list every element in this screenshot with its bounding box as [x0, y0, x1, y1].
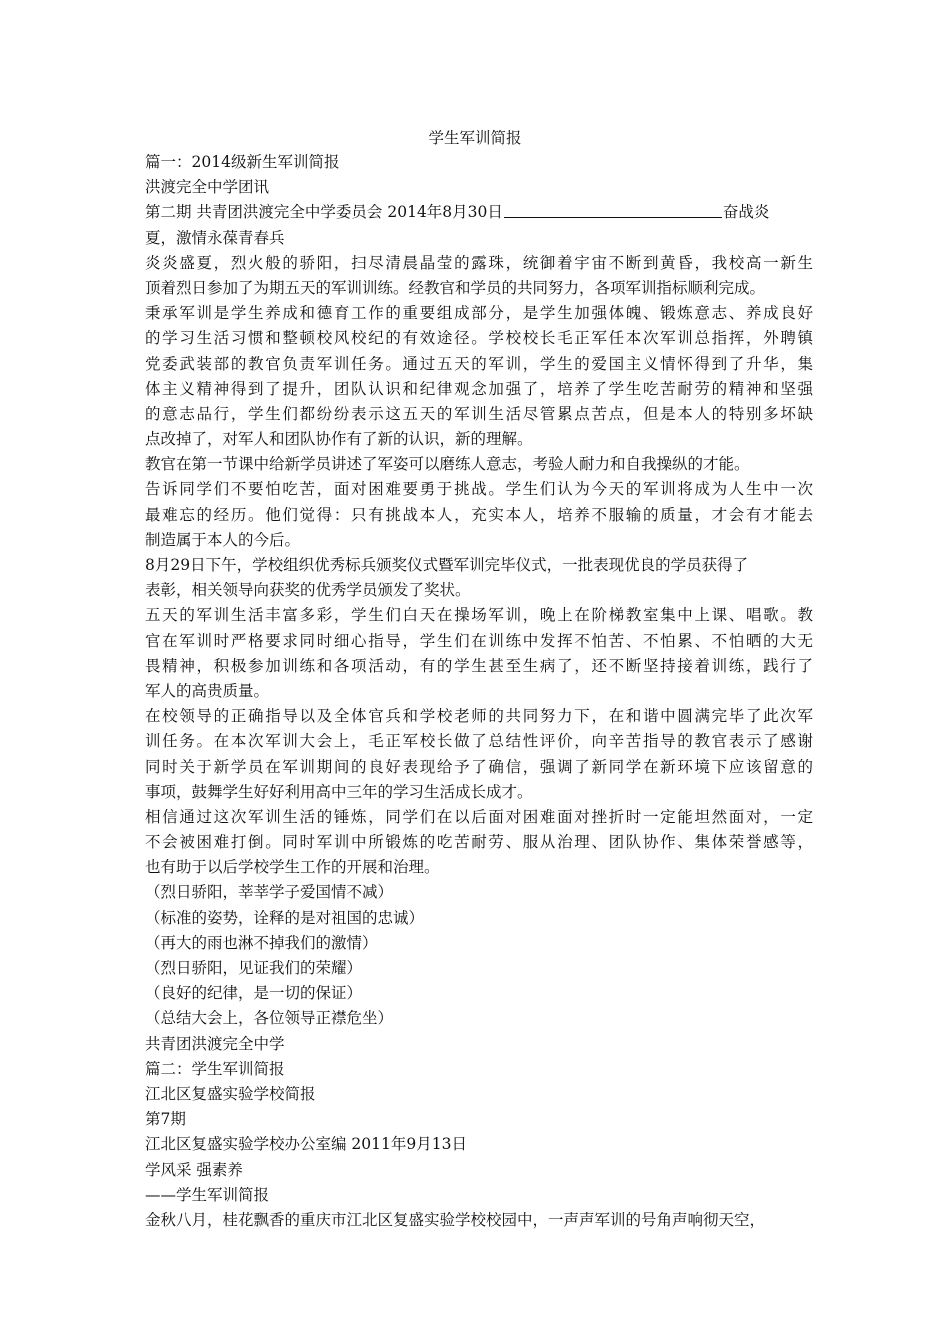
text-line: ——学生军训简报 [145, 1185, 270, 1204]
text-line: 江北区复盛实验学校办公室编 2011年9月13日 [145, 1135, 467, 1154]
text-line: 在校领导的正确指导以及全体官兵和学校老师的共同努力下，在和谐中圆满完毕了此次军 [145, 707, 813, 726]
text-line: 点改掉了，对军人和团队协作有了新的认识，新的理解。 [145, 430, 533, 449]
text-line-with-blank [145, 200, 813, 225]
text-line: 畏精神，积极参加训练和各项活动，有的学生甚至生病了，还不断坚持接着训练，践行了 [145, 656, 813, 675]
text-line: 同时关于新学员在军训期间的良好表现给予了确信，强调了新同学在新环境下应该留意的 [145, 757, 813, 776]
text-line-tail: 奋战炎 [722, 203, 770, 222]
text-line: 军人的高贵质量。 [145, 681, 270, 700]
text-line: 炎炎盛夏，烈火般的骄阳，扫尽清晨晶莹的露珠，统御着宇宙不断到黄昏，我校高一新生 [145, 253, 813, 272]
text-line: 第7期 [145, 1110, 186, 1129]
caption-line: （烈日骄阳，见证我们的荣耀） [145, 959, 363, 977]
text-line-head: 第二期 共青团洪渡完全中学委员会 2014年8月30日 [145, 203, 503, 222]
text-line: 的意志品行，学生们都纷纷表示这五天的军训生活尽管累点苦点，但是本人的特别多坏缺 [145, 404, 813, 423]
text-line: 最难忘的经历。他们觉得：只有挑战本人，充实本人，培养不服输的质量，才会有才能去 [145, 505, 813, 524]
underline-blank [504, 202, 722, 218]
text-line: 也有助于以后学校学生工作的开展和治理。 [145, 858, 440, 877]
text-line: 体主义精神得到了提升，团队认识和纪律观念加强了，培养了学生吃苦耐劳的精神和坚强 [145, 379, 813, 398]
text-line: 洪渡完全中学团讯 [145, 178, 270, 197]
text-line: 官在军训时严格要求同时细心指导，学生们在训练中发挥不怕苦、不怕累、不怕晒的大无 [145, 631, 813, 650]
text-line: 8月29日下午，学校组织优秀标兵颁奖仪式暨军训完毕仪式，一批表现优良的学员获得了 [145, 556, 749, 574]
caption-line: （再大的雨也淋不掉我们的激情） [145, 933, 378, 952]
text-line: 夏，激情永葆青春兵 [145, 228, 285, 247]
text-line: 金秋八月，桂花飘香的重庆市江北区复盛实验学校校园中，一声声军训的号角声响彻天空， [145, 1210, 766, 1229]
text-line: 篇一：2014级新生军训简报 [145, 153, 340, 171]
text-line: 不会被困难打倒。同时军训中所锻炼的吃苦耐劳、服从治理、团队协作、集体荣誉感等， [145, 833, 813, 852]
text-line: 秉承军训是学生养成和德育工作的重要组成部分，是学生加强体魄、锻炼意志、养成良好 [145, 304, 813, 323]
text-line: 相信通过这次军训生活的锤炼，同学们在以后面对困难面对挫折时一定能坦然面对，一定 [145, 807, 813, 826]
document-body [145, 150, 813, 1233]
text-line: 表彰，相关领导向获奖的优秀学员颁发了奖状。 [145, 581, 471, 600]
text-line: 五天的军训生活丰富多彩，学生们白天在操场军训，晚上在阶梯教室集中上课、唱歌。教 [145, 606, 813, 625]
text-line: 共青团洪渡完全中学 [145, 1034, 285, 1053]
caption-line: （总结大会上，各位领导正襟危坐） [145, 1009, 394, 1028]
text-line: 事项，鼓舞学生好好利用高中三年的学习生活成长成才。 [145, 782, 533, 801]
text-line: 制造属于本人的今后。 [145, 530, 301, 549]
section-heading: 篇二：学生军训简报 [145, 1059, 285, 1078]
caption-line: （良好的纪律，是一切的保证） [145, 984, 363, 1003]
text-line: 顶着烈日参加了为期五天的军训训练。经教官和学员的共同努力，各项军训指标顺利完成。 [145, 278, 766, 297]
caption-line: （烈日骄阳，莘莘学子爱国情不减） [145, 883, 394, 902]
text-line: 的学习生活习惯和整顿校风校纪的有效途径。学校校长毛正军任本次军训总指挥，外聘镇 [145, 329, 813, 348]
document-title: 学生军训简报 [428, 129, 522, 147]
text-line: 党委武装部的教官负责军训任务。通过五天的军训，学生的爱国主义情怀得到了升华，集 [145, 354, 813, 373]
text-line: 训任务。在本次军训大会上，毛正军校长做了总结性评价，向辛苦指导的教官表示了感谢 [145, 732, 813, 751]
text-line: 学风采 强素养 [145, 1160, 243, 1179]
text-line: 教官在第一节课中给新学员讲述了军姿可以磨练人意志，考验人耐力和自我操纵的才能。 [145, 455, 750, 474]
caption-line: （标准的姿势，诠释的是对祖国的忠诚） [145, 908, 425, 927]
text-line: 告诉同学们不要怕吃苦，面对困难要勇于挑战。学生们认为今天的军训将成为人生中一次 [145, 480, 813, 499]
text-line: 江北区复盛实验学校简报 [145, 1084, 316, 1103]
